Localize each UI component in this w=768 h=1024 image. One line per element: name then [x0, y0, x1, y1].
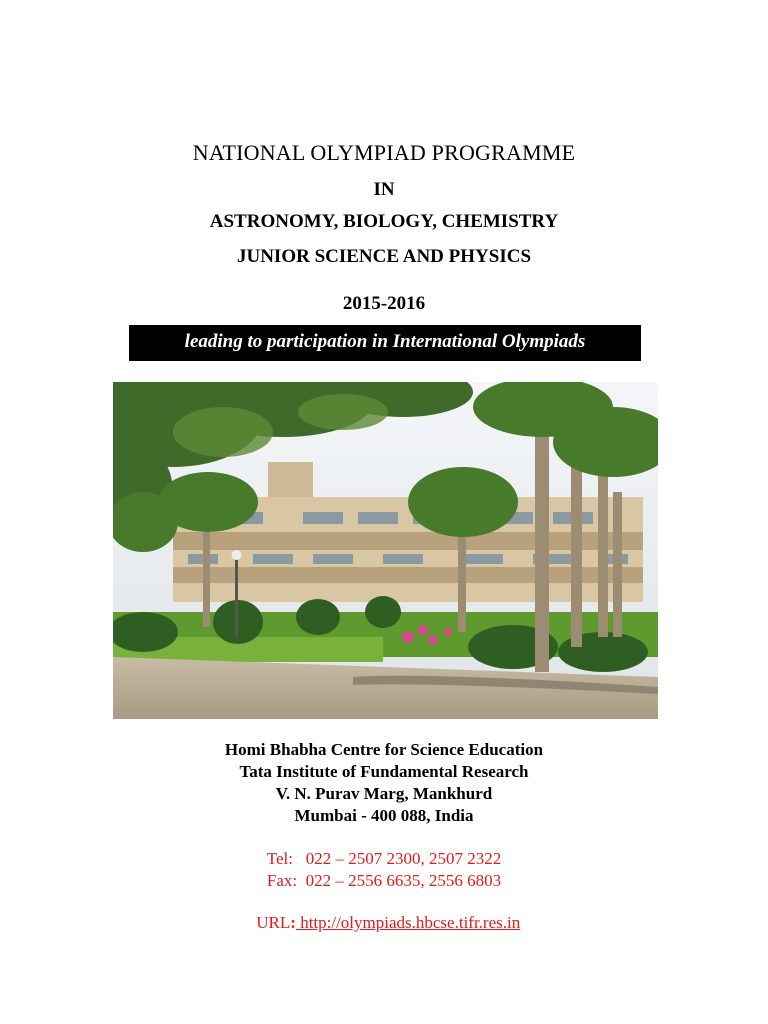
- title-connector: IN: [373, 179, 395, 200]
- address-line-1: Homi Bhabha Centre for Science Education: [224, 740, 544, 759]
- fax-numbers: Fax: 022 – 2556 6635, 2556 6803: [266, 871, 502, 890]
- document-title: NATIONAL OLYMPIAD PROGRAMME: [192, 140, 576, 165]
- programme-year: 2015-2016: [342, 293, 426, 314]
- address-line-3: V. N. Purav Marg, Mankhurd: [275, 784, 493, 803]
- campus-building-photo: [113, 382, 658, 719]
- address-line-2: Tata Institute of Fundamental Research: [239, 762, 529, 781]
- website-link[interactable]: http://olympiads.hbcse.tifr.res.in: [295, 913, 521, 932]
- website-line: [0, 893, 768, 933]
- telephone-numbers: Tel: 022 – 2507 2300, 2507 2322: [266, 849, 502, 868]
- subjects-line-1: ASTRONOMY, BIOLOGY, CHEMISTRY: [209, 211, 559, 232]
- participation-banner: leading to participation in International Olympiads: [129, 325, 641, 361]
- address-line-4: Mumbai - 400 088, India: [294, 806, 474, 825]
- url-label: URL:: [256, 913, 296, 932]
- subjects-line-2: JUNIOR SCIENCE AND PHYSICS: [236, 246, 532, 267]
